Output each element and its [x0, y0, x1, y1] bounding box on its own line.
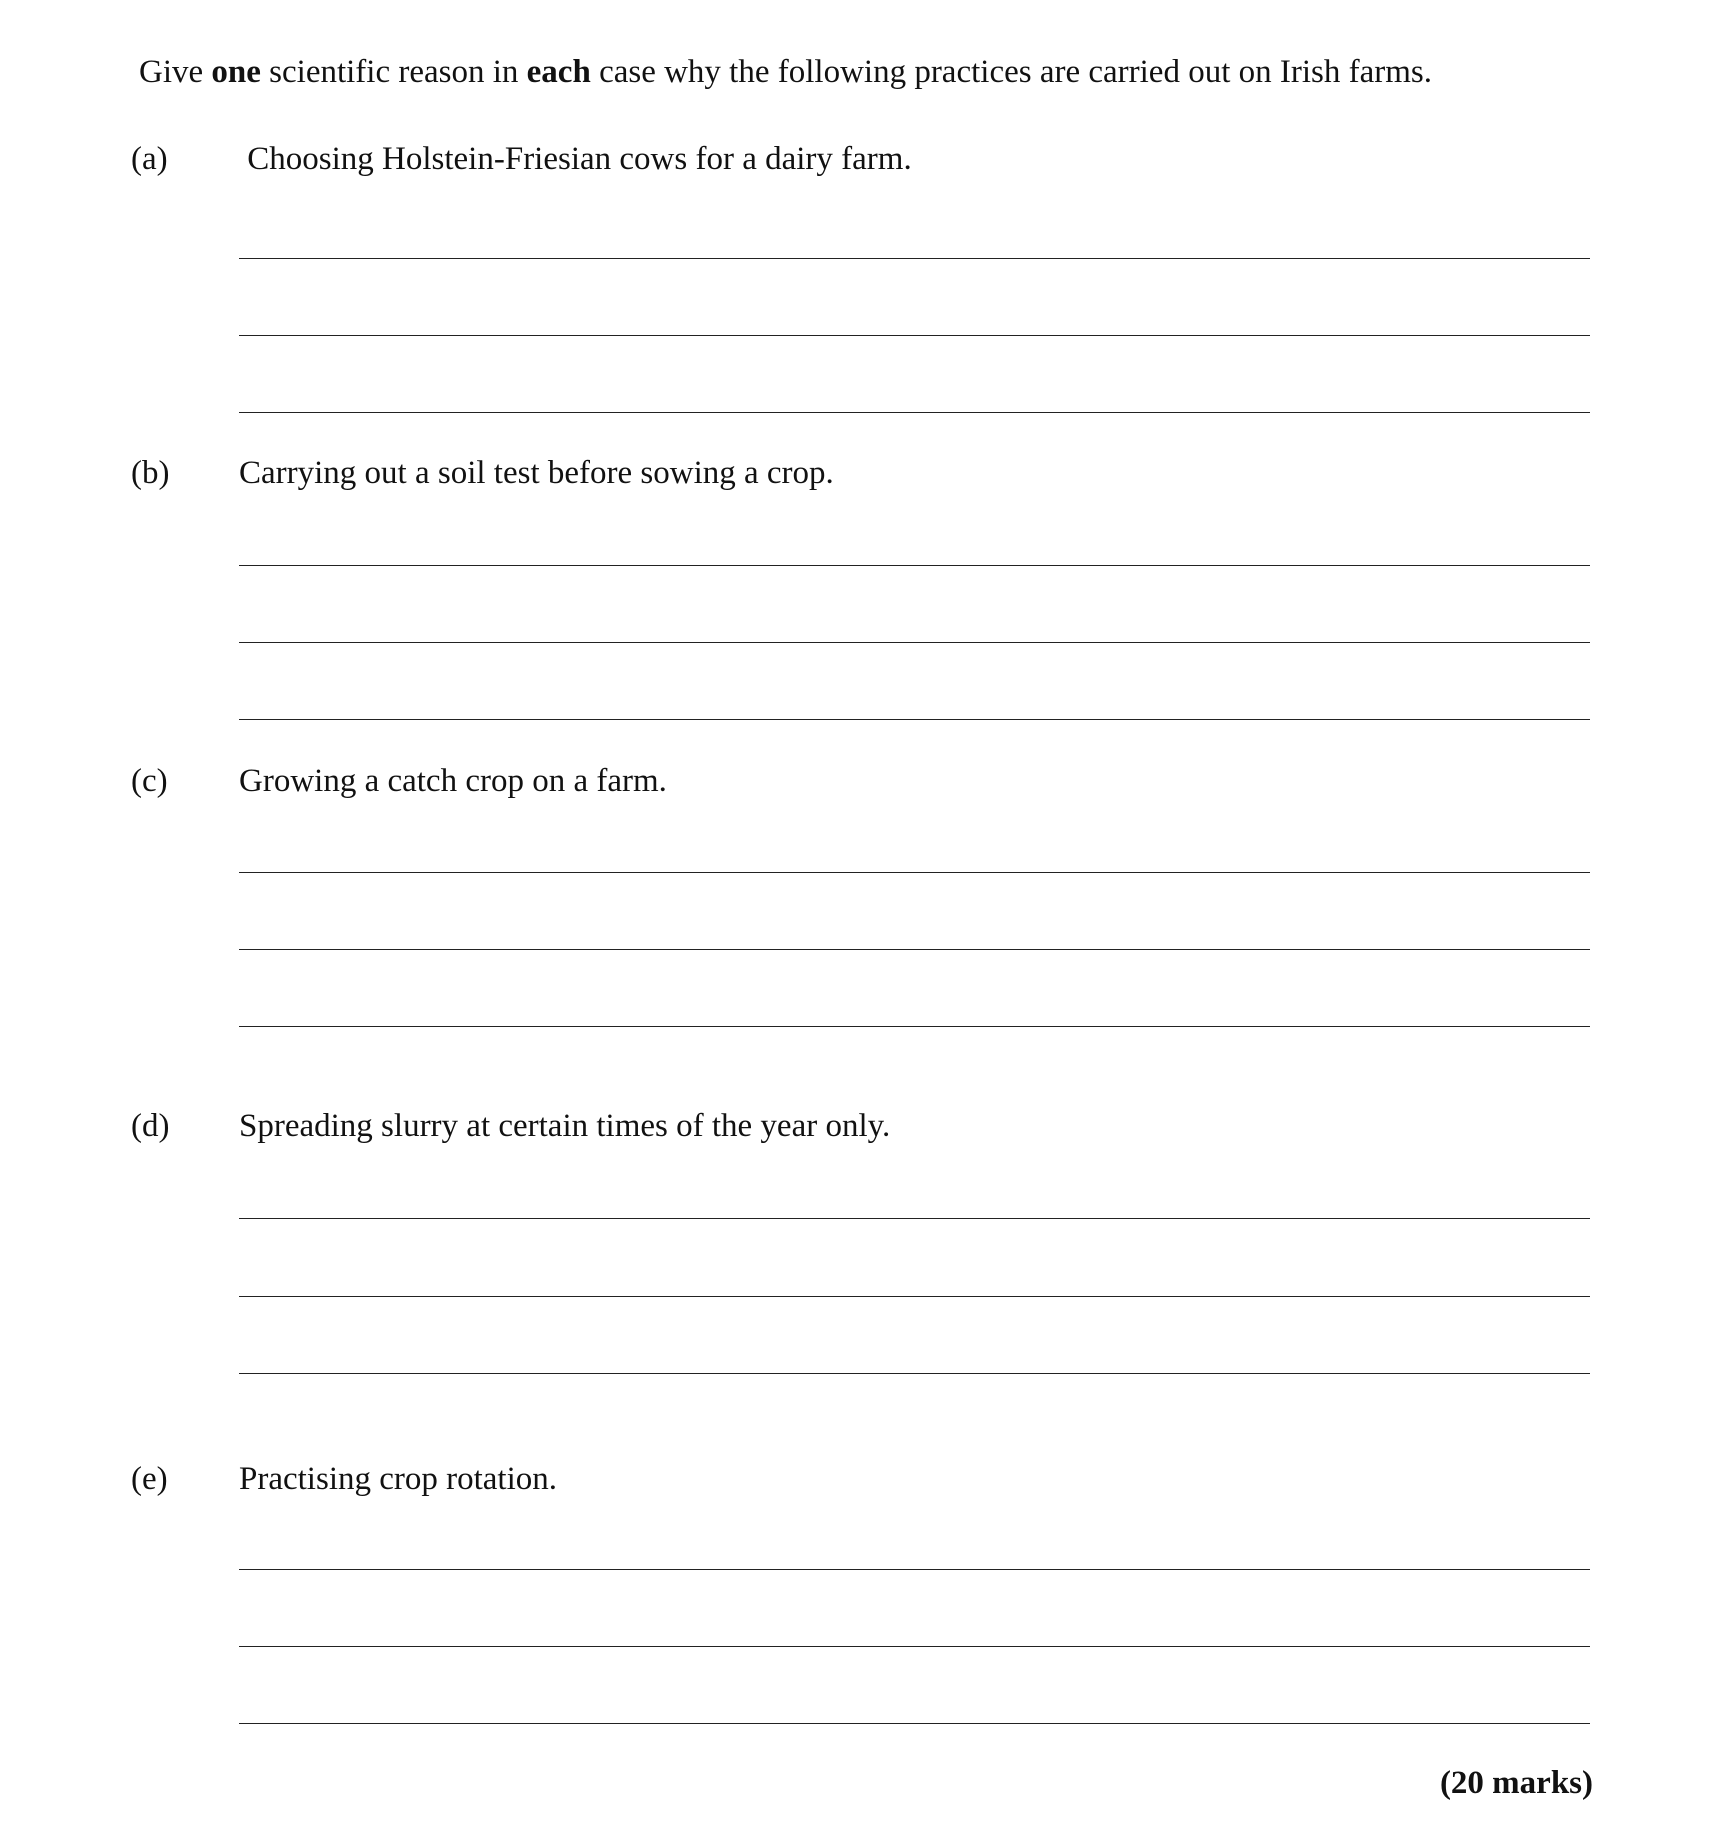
answer-line-a-3[interactable]	[239, 412, 1590, 413]
question-text: Choosing Holstein-Friesian cows for a dairy farm.	[239, 141, 912, 177]
answer-line-a-1[interactable]	[239, 258, 1590, 259]
answer-line-a-2[interactable]	[239, 335, 1590, 336]
question-label: (c)	[131, 763, 168, 799]
question-label: (d)	[131, 1108, 170, 1144]
answer-line-e-3[interactable]	[239, 1723, 1590, 1724]
answer-line-b-1[interactable]	[239, 565, 1590, 566]
answer-line-c-3[interactable]	[239, 1026, 1590, 1027]
question-instruction	[139, 48, 1432, 96]
question-label: (b)	[131, 455, 170, 491]
question-label: (e)	[131, 1461, 168, 1497]
answer-line-c-1[interactable]	[239, 872, 1590, 873]
instruction-text-2: scientific reason in	[260, 54, 527, 90]
answer-line-d-2[interactable]	[239, 1296, 1590, 1297]
answer-line-d-1[interactable]	[239, 1218, 1590, 1219]
answer-line-e-2[interactable]	[239, 1646, 1590, 1647]
answer-line-b-2[interactable]	[239, 642, 1590, 643]
question-text: Spreading slurry at certain times of the year only.	[239, 1108, 891, 1144]
marks-total: (20 marks)	[1439, 1765, 1593, 1801]
instruction-bold-each: each	[526, 54, 591, 90]
question-text: Practising crop rotation.	[239, 1461, 558, 1497]
instruction-bold-one: one	[211, 54, 261, 90]
question-text: Carrying out a soil test before sowing a crop.	[239, 455, 834, 491]
answer-line-e-1[interactable]	[239, 1569, 1590, 1570]
answer-line-b-3[interactable]	[239, 719, 1590, 720]
answer-line-d-3[interactable]	[239, 1373, 1590, 1374]
question-text: Growing a catch crop on a farm.	[239, 763, 667, 799]
answer-line-c-2[interactable]	[239, 949, 1590, 950]
instruction-text-1: Give	[139, 54, 212, 90]
question-label: (a)	[131, 141, 168, 177]
instruction-text-3: case why the following practices are carried out on Irish farms.	[590, 54, 1432, 90]
